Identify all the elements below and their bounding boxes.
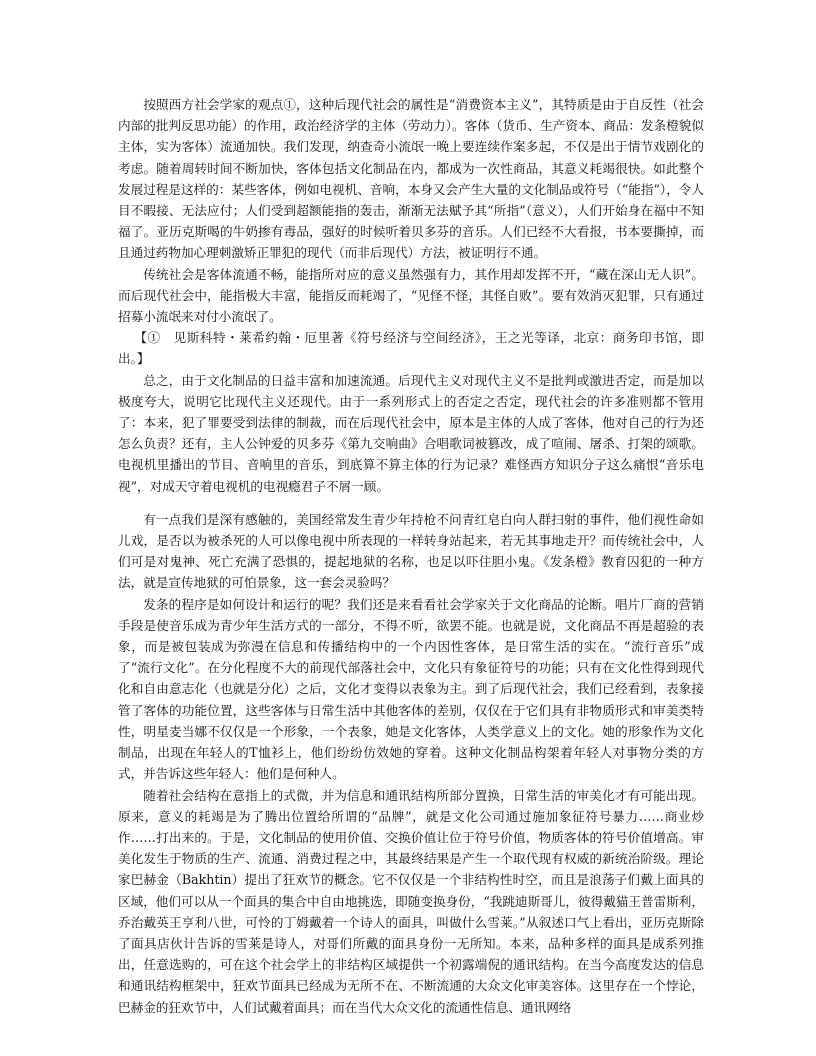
paragraph: 有一点我们是深有感触的，美国经常发生青少年持枪不问青红皂白向人群扫射的事件，他们视性命如儿戏，是否以为被杀死的人可以像电视中所表现的一样转身站起来，若无其事地走开？而传统社会中，人们可是对鬼神、死亡充满了恐惧的，提起地狱的名称，也足以吓住胆小鬼。《发条橙》教育囚犯的一种方法，就是宣传地狱的可怕景象，这一套会灵验吗？ <box>118 511 704 591</box>
paragraph: 按照西方社会学家的观点①，这种后现代社会的属性是“消费资本主义”，其特质是由于自反性（社会内部的批判反思功能）的作用，政治经济学的主体（劳动力）。客体（货币、生产资本、商品：发条橙貌似主体，实为客体）流通加快。我们发现，纳查奇小流氓一晚上要连续作案多起，不仅是出于情节戏剧化的考虑。随着周转时间不断加快，客体包括文化制品在内，都成为一次性商品，其意义耗竭很快。如此整个发展过程是这样的：某些客体，例如电视机、音响，本身又会产生大量的文化制品或符号（“能指”），令人目不暇接、无法应付；人们受到超额能指的轰击，渐渐无法赋予其“所指”（意义），人们开始身在福中不知福了。亚历克斯喝的牛奶掺有毒品，强好的时候听着贝多芬的音乐。人们已经不大看报，书本要撕掉，而且通过药物加心理刺激矫正罪犯的现代（而非后现代）方法，被证明行不通。 <box>118 97 704 261</box>
paragraph: 总之，由于文化制品的日益丰富和加速流通。后现代主义对现代主义不是批判或激进否定，而是加以极度夸大，说明它比现代主义还现代。由于一系列形式上的否定之否定，现代社会的许多准则都不管用了：本来，犯了罪要受到法律的制裁，而在后现代社会中，原本是主体的人成了客体，他对自己的行为还怎么负责？还有，主人公钟爱的贝多芬《第九交响曲》合唱歌词被篡改，成了喧闹、屠杀、打架的颂歌。电视机里播出的节目、音响里的音乐，到底算不算主体的行为记录？难怪西方知识分子这么痛恨“音乐电视”，对成天守着电视机的电视瘾君子不屑一顾。 <box>118 372 704 494</box>
footnote: 【① 见斯科特・莱希约翰・厄里著《符号经济与空间经济》，王之光等译，北京：商务印书馆，即出。】 <box>118 330 704 367</box>
paragraph: 传统社会是客体流通不畅，能指所对应的意义虽然强有力，其作用却发挥不开，“藏在深山无人识”。而后现代社会中，能指极大丰富，能指反而耗竭了，“见怪不怪，其怪自败”。要有效消灭犯罪，只有通过招募小流氓来对付小流氓了。 <box>118 266 704 325</box>
paragraph: 发条的程序是如何设计和运行的呢？我们还是来看看社会学家关于文化商品的论断。唱片厂商的营销手段是使音乐成为青少年生活方式的一部分，不得不听，欲罢不能。也就是说，文化商品不再是超验的表象，而是被包装成为弥漫在信息和传播结构中的一个内因性客体，是日常生活的实在。“流行音乐”成了“流行文化”。在分化程度不大的前现代部落社会中，文化只有象征符号的功能；只有在文化性得到现代化和自由意志化（也就是分化）之后，文化才变得以表象为主。到了后现代社会，我们已经看到，表象接管了客体的功能位置，这些客体与日常生活中其他客体的差别，仅仅在于它们具有非物质形式和审美类特性，明星麦当娜不仅仅是一个形象，一个表象，她是文化客体，人类学意义上的文化。她的形象作为文化制品，出现在年轻人的T恤衫上，他们纷纷仿效她的穿着。这种文化制品构架着年轻人对事物分类的方式，并告诉这些年轻人：他们是何种人。 <box>118 596 704 782</box>
document-body <box>118 94 704 1018</box>
paragraph: 随着社会结构在意指上的式微，并为信息和通讯结构所部分置换，日常生活的审美化才有可能出现。原来，意义的耗竭是为了腾出位置给所谓的“品牌”，就是文化公司通过施加象征符号暴力……商业炒作……打出来的。于是，文化制品的使用价值、交换价值让位于符号价值，物质客体的符号价值增高。审美化发生于物质的生产、流通、消费过程之中，其最终结果是产生一个取代现有权威的新统治阶级。理论家巴赫金（Bakhtin）提出了狂欢节的概念。它不仅仅是一个非结构性时空，而且是浪荡子们戴上面具的区域，他们可以从一个面具的集合中自由地挑选，即随变换身份，“我跳迪斯哥儿，彼得戴猫王普雷斯利，乔治戴英王亨利八世，可怜的丁姆戴着一个诗人的面具，叫做什么雪莱。”从叙述口气上看出，亚历克斯除了面具店伙计告诉的雪莱是诗人，对哥们所戴的面具身份一无所知。本来，品种多样的面具是成系列推出，任意选购的，可在这个社会学上的非结构区域提供一个初露端倪的通讯结构。在当今高度发达的信息和通讯结构框架中，狂欢节面具已经成为无所不在、不断流通的大众文化审美容体。这里存在一个悖论，巴赫金的狂欢节中，人们试戴着面具；而在当代大众文化的流通性信息、通讯网络 <box>118 787 704 1015</box>
